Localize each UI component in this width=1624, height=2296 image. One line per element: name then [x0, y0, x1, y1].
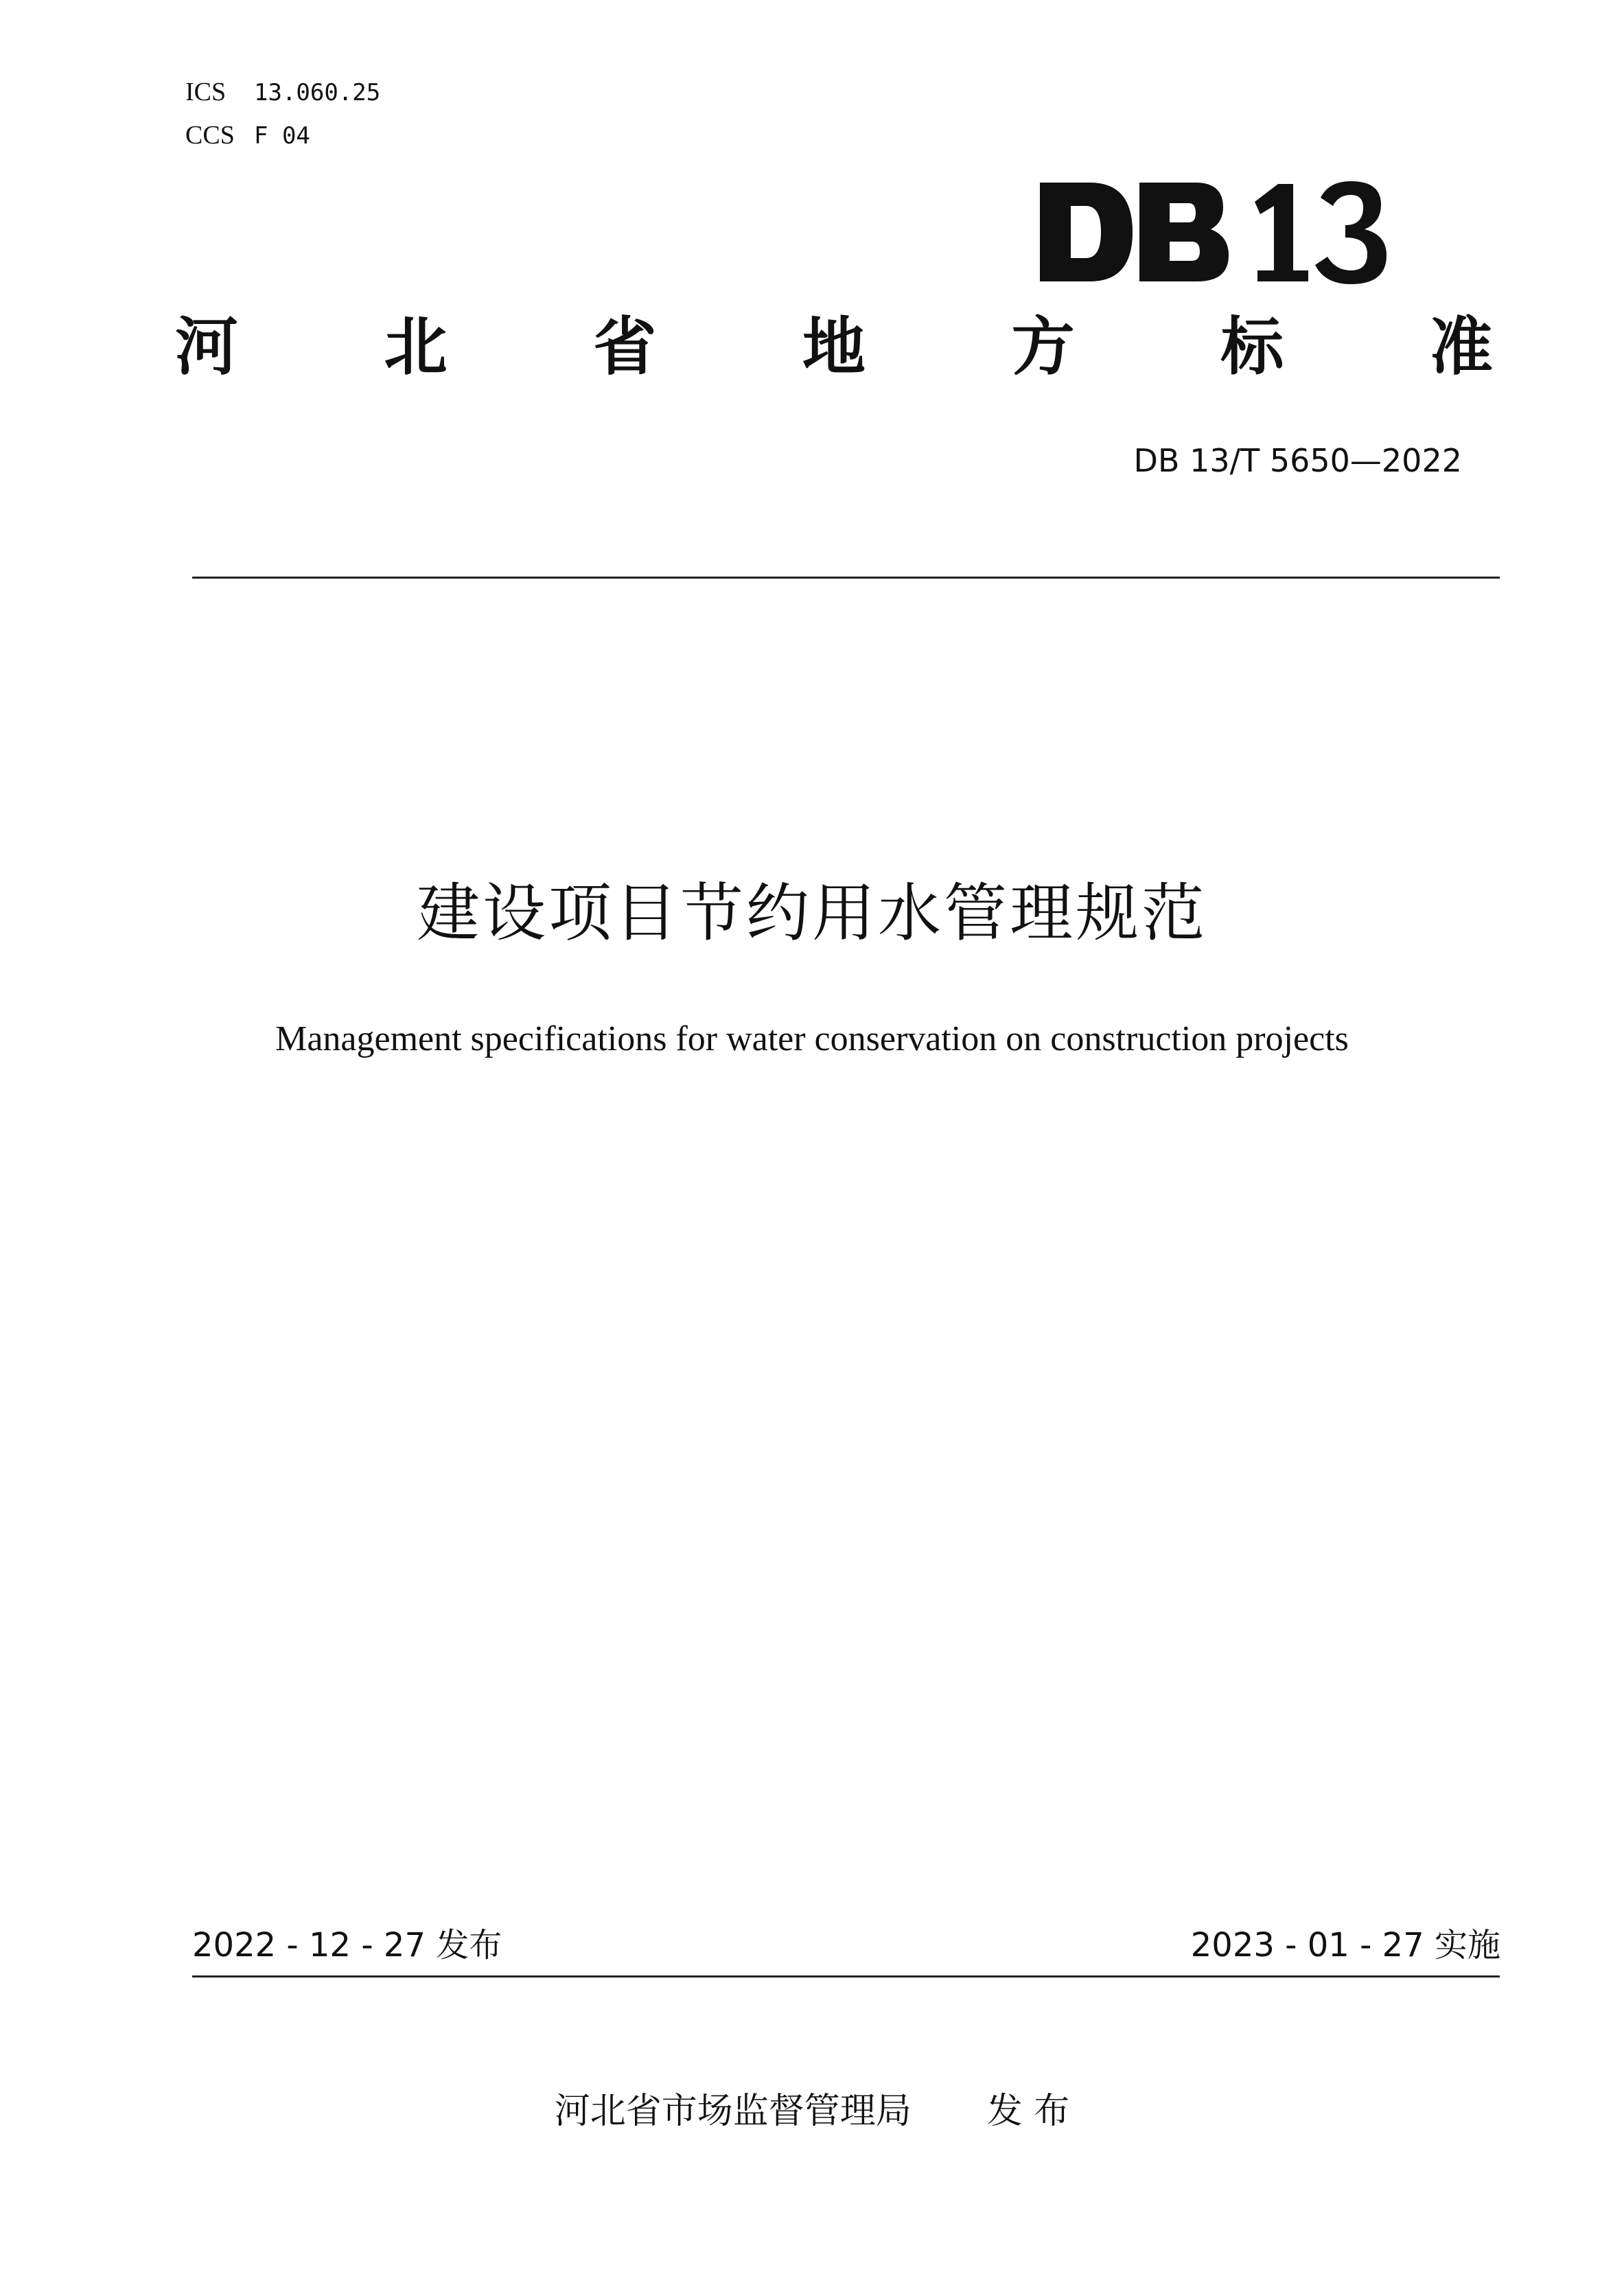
db13-logo: [1036, 177, 1393, 287]
standard-kind-char: 河: [175, 310, 239, 384]
standard-kind-char: 准: [1429, 310, 1493, 384]
ccs-line: [185, 122, 310, 148]
header-divider: [192, 577, 1500, 579]
document-title-zh: 建设项目节约用水管理规范: [416, 877, 1207, 950]
standard-kind-char: 方: [1011, 310, 1075, 384]
standard-kind-char: 地: [802, 310, 866, 384]
standard-kind-heading: [175, 310, 1493, 384]
standard-number: DB 13/T 5650—2022: [1133, 442, 1462, 479]
ics-line: [185, 79, 380, 105]
ics-code: 13.060.25: [254, 79, 381, 106]
ics-label: ICS: [185, 78, 227, 106]
ccs-code: F 04: [254, 122, 310, 150]
publisher-action: 发 布: [986, 2091, 1070, 2132]
publisher-name: 河北省市场监督管理局: [554, 2091, 912, 2132]
document-title-en: Management specifications for water conservation on construction projects: [275, 1019, 1349, 1058]
standard-kind-char: 标: [1220, 310, 1284, 384]
standard-kind-char: 省: [593, 310, 657, 384]
publisher-line: [0, 2091, 1624, 2132]
issue-date: 2022 - 12 - 27 发布: [192, 1926, 502, 1964]
footer-divider: [192, 1975, 1500, 1978]
standard-kind-char: 北: [384, 310, 448, 384]
implementation-date: 2023 - 01 - 27 实施: [1190, 1926, 1500, 1964]
ccs-label: CCS: [185, 121, 235, 150]
